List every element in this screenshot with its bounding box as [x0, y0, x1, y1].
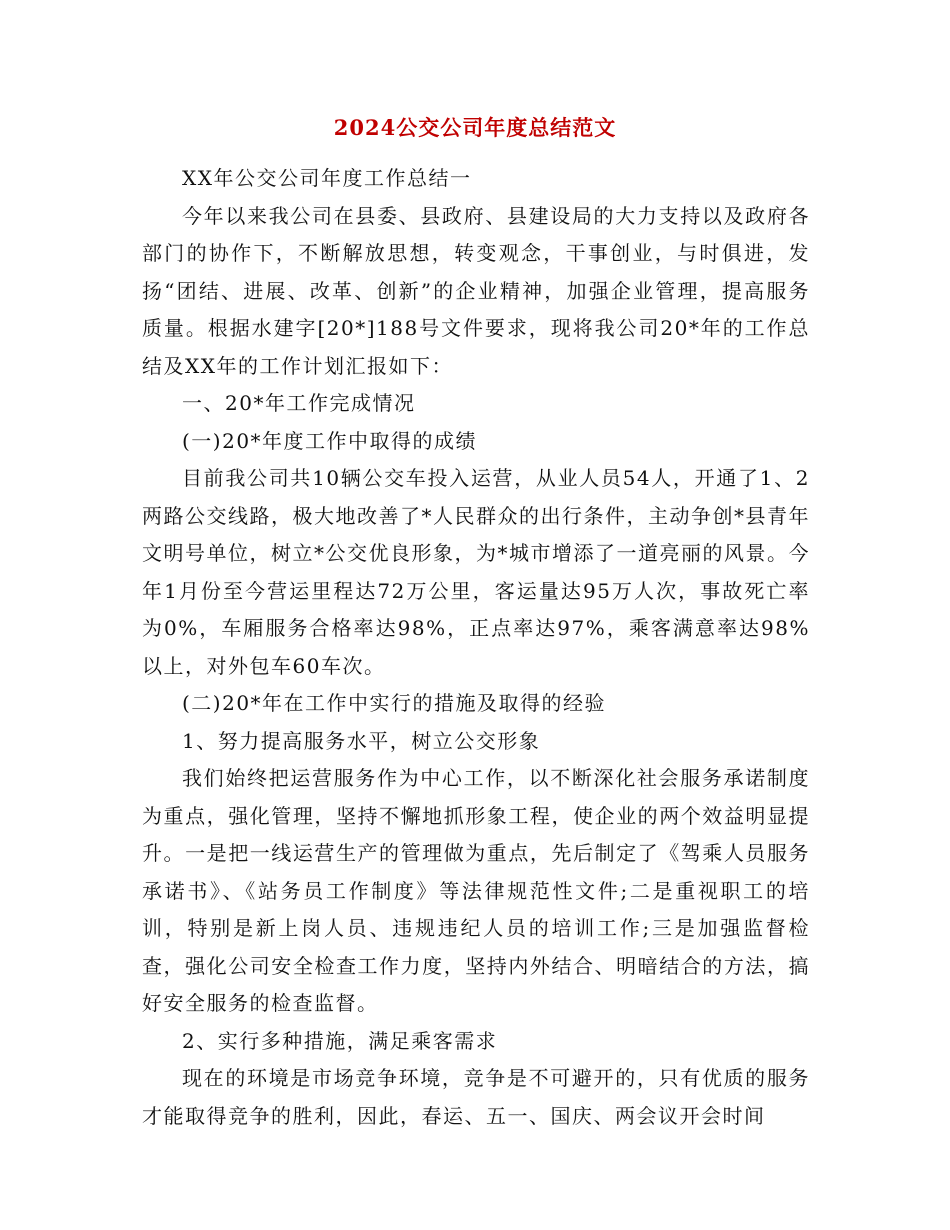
section-heading: (一)20*年度工作中取得的成绩	[182, 428, 478, 453]
section-heading: 2、实行多种措施，满足乘客需求	[182, 1028, 498, 1053]
section-heading: 1、努力提高服务水平，树立公交形象	[182, 728, 541, 753]
document-title: 2024公交公司年度总结范文	[333, 115, 617, 140]
section-heading: (二)20*年在工作中实行的措施及取得的经验	[182, 691, 607, 715]
document-body	[142, 160, 810, 1135]
paragraph: 目前我公司共10辆公交车投入运营，从业人员54人，开通了1、2两路公交线路，极大地改善了*人民群众的出行条件，主动争创*县青年文明号单位，树立*公交优良形象，为*城市增添了一道亮丽的风景。今年1月份至今营运里程达72万公里，客运量达95万人次，事故死亡率为0%，车厢服务合格率达98%，正点率达97%，乘客满意率达98%以上，对外包车60车次。	[142, 466, 810, 678]
paragraph: 现在的环境是市场竞争环境，竞争是不可避开的，只有优质的服务才能取得竞争的胜利，因此，春运、五一、国庆、两会议开会时间	[142, 1066, 810, 1128]
paragraph: 今年以来我公司在县委、县政府、县建设局的大力支持以及政府各部门的协作下，不断解放思想，转变观念，干事创业，与时俱进，发扬“团结、进展、改革、创新”的企业精神，加强企业管理，提高服务质量。根据水建字[20*]188号文件要求，现将我公司20*年的工作总结及XX年的工作计划汇报如下：	[142, 203, 810, 378]
paragraph: 我们始终把运营服务作为中心工作，以不断深化社会服务承诺制度为重点，强化管理，坚持不懈地抓形象工程，使企业的两个效益明显提升。一是把一线运营生产的管理做为重点，先后制定了《驾乘人员服务承诺书》、《站务员工作制度》等法律规范性文件;二是重视职工的培训，特别是新上岗人员、违规违纪人员的培训工作;三是加强监督检查，强化公司安全检查工作力度，坚持内外结合、明暗结合的方法，搞好安全服务的检查监督。	[142, 766, 810, 1015]
section-heading: 一、20*年工作完成情况	[182, 391, 416, 415]
section-heading: XX年公交公司年度工作总结一	[182, 166, 472, 190]
